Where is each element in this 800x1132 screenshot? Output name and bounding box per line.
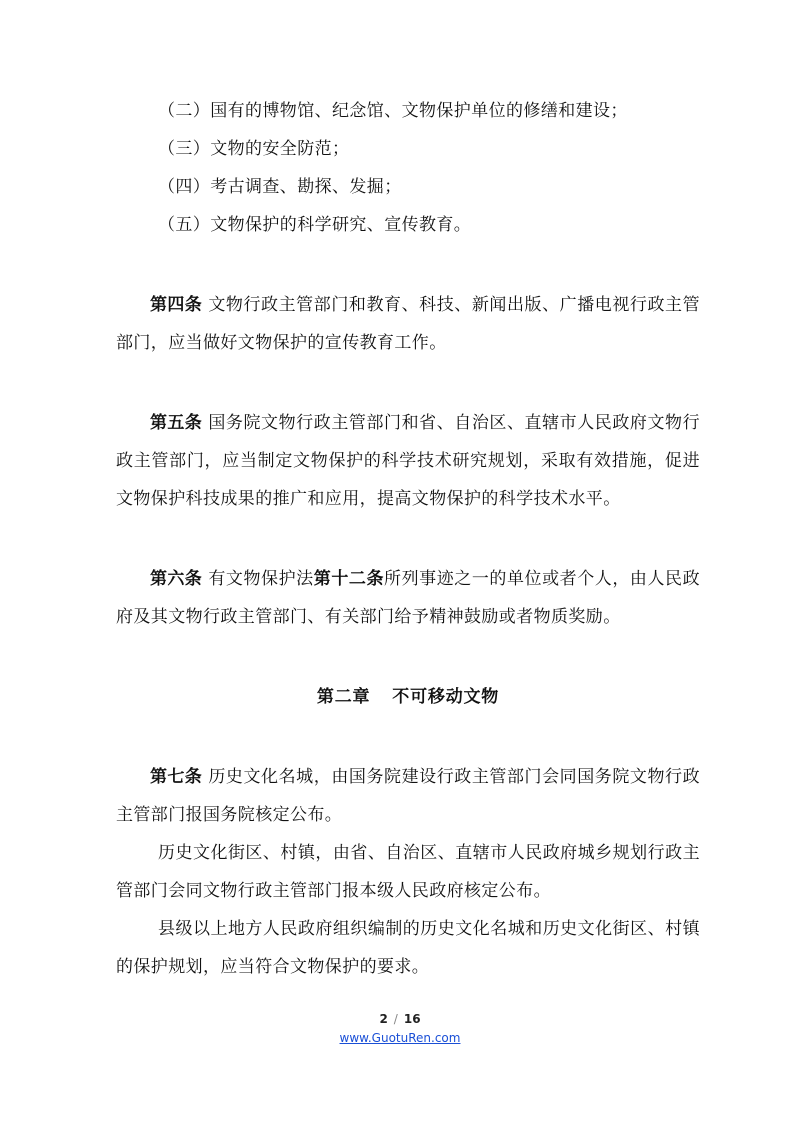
article-text: 所列事迹之一的单位或者个人，由人民政府及其文物行政主管部门、有关部门给予精神鼓励或者物质奖励。 — [116, 569, 700, 627]
list-item: （三）文物的安全防范； — [158, 139, 350, 159]
article-reference: 第十二条 — [313, 569, 385, 589]
article-6 — [116, 560, 700, 636]
article-title: 第六条 — [150, 569, 203, 589]
article-text: 国务院文物行政主管部门和省、自治区、直辖市人民政府文物行政主管部门，应当制定文物保护的科学技术研究规划，采取有效措施，促进文物保护科技成果的推广和应用，提高文物保护的科学技术水平。 — [116, 413, 700, 509]
document-body — [116, 92, 700, 986]
article-7 — [116, 758, 700, 834]
chapter-title: 不可移动文物 — [392, 687, 500, 707]
article-4 — [116, 286, 700, 362]
chapter-number: 第二章 — [316, 687, 371, 707]
list-item: （二）国有的博物馆、纪念馆、文物保护单位的修缮和建设； — [158, 101, 628, 121]
website-link[interactable]: www.GuotuRen.com — [339, 1031, 461, 1045]
article-text: 有文物保护法 — [208, 569, 314, 589]
article-paragraph: 县级以上地方人民政府组织编制的历史文化名城和历史文化街区、村镇的保护规划，应当符合文物保护的要求。 — [116, 919, 700, 977]
article-title: 第五条 — [150, 413, 203, 433]
article-title: 第四条 — [150, 295, 203, 315]
article-paragraph: 历史文化街区、村镇，由省、自治区、直辖市人民政府城乡规划行政主管部门会同文物行政主管部门报本级人民政府核定公布。 — [116, 843, 700, 901]
list-item: （四）考古调查、勘探、发掘； — [158, 177, 402, 197]
page-separator: / — [393, 1012, 398, 1026]
article-text: 历史文化名城，由国务院建设行政主管部门会同国务院文物行政主管部门报国务院核定公布。 — [116, 767, 700, 825]
article-5 — [116, 404, 700, 518]
page-current: 2 — [379, 1012, 388, 1026]
list-item: （五）文物保护的科学研究、宣传教育。 — [158, 215, 472, 235]
page-total: 16 — [403, 1012, 421, 1026]
page-number — [0, 1012, 800, 1026]
article-text: 文物行政主管部门和教育、科技、新闻出版、广播电视行政主管部门，应当做好文物保护的宣传教育工作。 — [116, 295, 700, 353]
chapter-heading — [116, 678, 700, 716]
article-title: 第七条 — [150, 767, 203, 787]
